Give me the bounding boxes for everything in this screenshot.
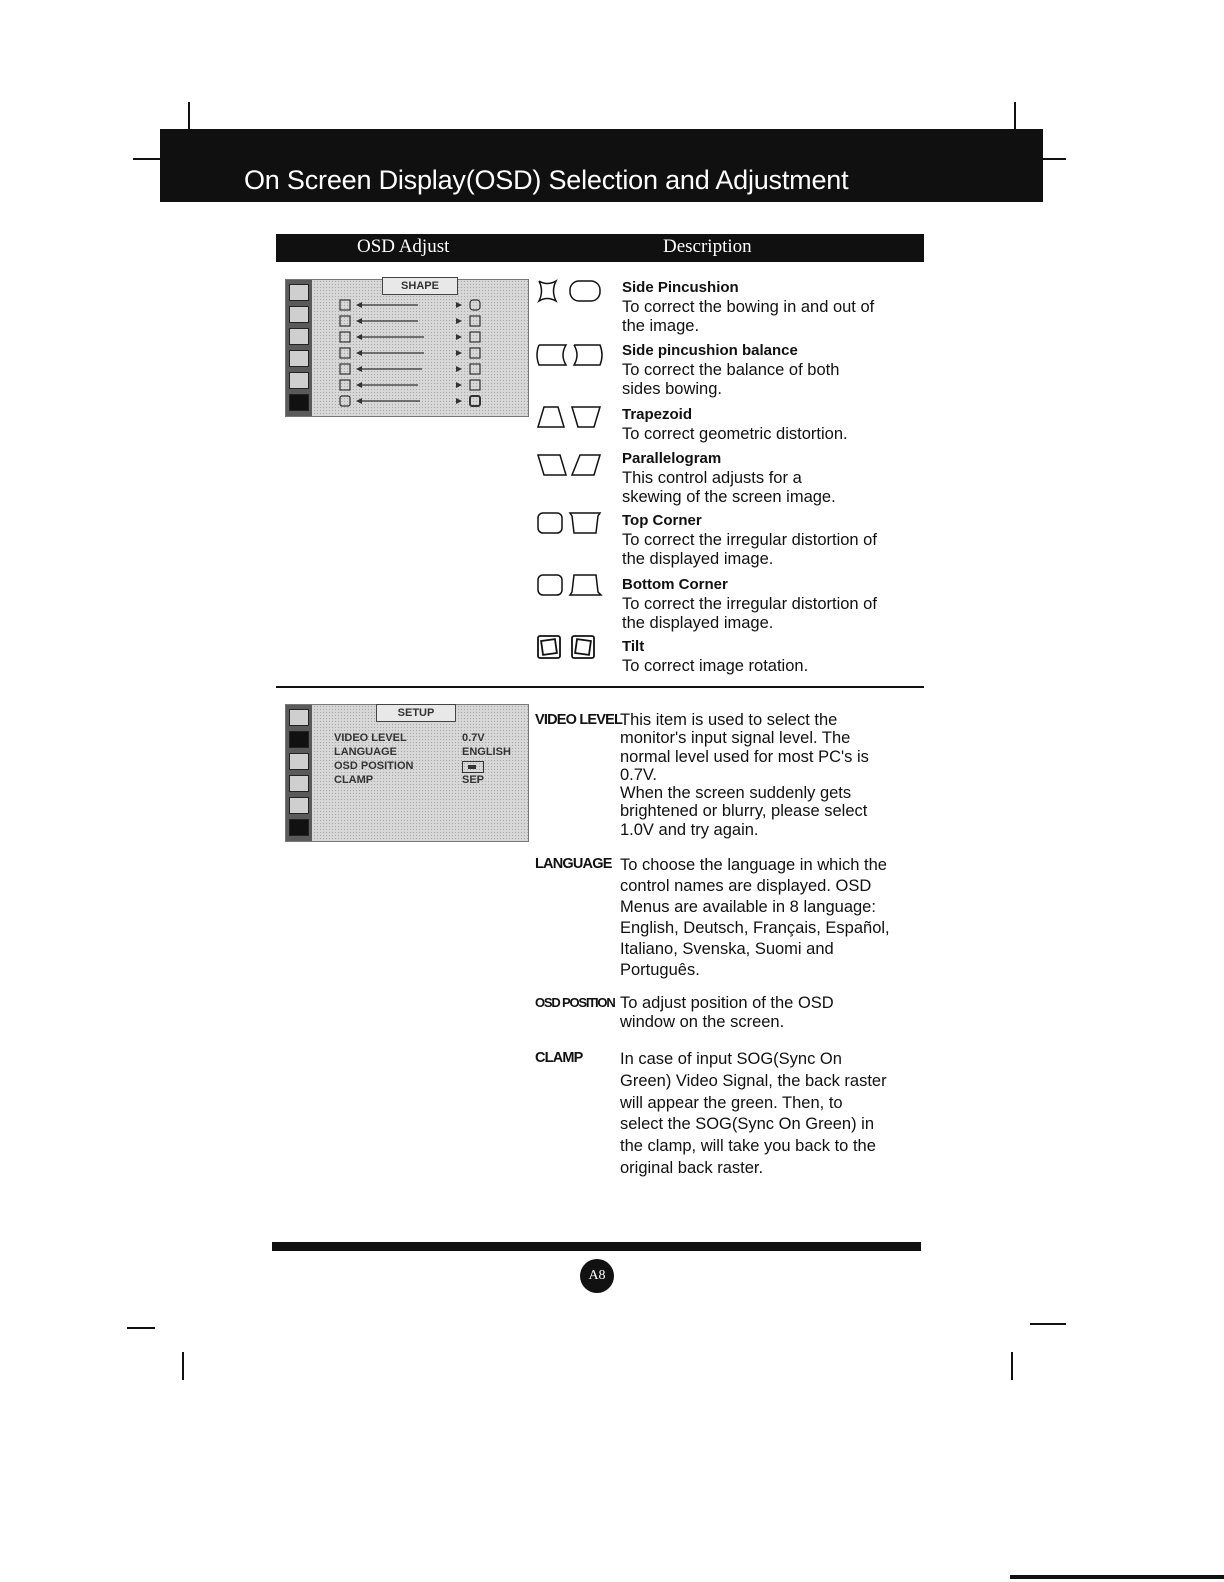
osd-row-label: VIDEO LEVEL — [334, 732, 407, 744]
setup-desc-language: To choose the language in which the control names are displayed. OSD Menus are available in 8 language: English, Deutsch, Français, Español, Italiano, Svenska, Suomi and Português. — [620, 856, 890, 979]
shape-item-side-pincushion — [622, 278, 922, 337]
special-icon — [289, 819, 309, 836]
item-title: Side Pincushion — [622, 279, 739, 296]
item-desc: To correct the irregular distortion of the displayed image. — [622, 594, 877, 632]
column-header-osd-adjust: OSD Adjust — [357, 236, 450, 257]
setup-desc-clamp: In case of input SOG(Sync On Green) Video Signal, the back raster will appear the green. Then, to select the SOG(Sync On Green) in the clamp, will take you back to the original back raster. — [620, 1050, 887, 1177]
shape-item-top-corner — [622, 511, 922, 570]
header-banner — [160, 129, 1043, 202]
trapezoid-icons — [536, 402, 606, 432]
osd-position-box-icon — [462, 761, 484, 773]
crop-mark — [1042, 158, 1066, 160]
setup-icon — [289, 797, 309, 814]
item-title: Top Corner — [622, 512, 702, 529]
crop-mark — [182, 1352, 184, 1380]
osd-row-label: LANGUAGE — [334, 746, 397, 758]
osd-tab-shape: SHAPE — [382, 277, 458, 295]
bottom-corner-icons — [536, 570, 606, 600]
shape-adjust-sliders — [286, 280, 530, 418]
parallelogram-icons — [536, 452, 606, 482]
crop-mark — [188, 102, 190, 130]
shape-item-parallelogram — [622, 449, 922, 508]
item-desc: To correct image rotation. — [622, 656, 809, 675]
scan-edge — [1010, 1575, 1224, 1579]
item-desc: To correct the irregular distortion of the displayed image. — [622, 530, 877, 568]
setup-label-clamp: CLAMP — [535, 1050, 583, 1066]
section-divider — [276, 686, 924, 688]
shape-item-bottom-corner — [622, 575, 922, 634]
crop-mark — [1030, 1323, 1066, 1325]
item-desc: To correct the bowing in and out of the image. — [622, 297, 875, 335]
setup-label-language: LANGUAGE — [535, 856, 612, 872]
item-desc: To correct the balance of both sides bowing. — [622, 360, 840, 398]
setup-desc-video-level: This item is used to select the monitor's input signal level. The normal level used for most PC's is 0.7V. When the screen suddenly gets brightened or blurry, please select 1.0V and try again. — [620, 711, 869, 839]
shape-item-side-pincushion-balance — [622, 341, 922, 400]
crop-mark — [1011, 1352, 1013, 1380]
item-desc: This control adjusts for a skewing of the screen image. — [622, 468, 836, 506]
size-icon — [289, 775, 309, 792]
page-title: On Screen Display(OSD) Selection and Adjustment — [244, 165, 849, 195]
footer-bar — [272, 1242, 921, 1251]
crop-mark — [127, 1327, 155, 1329]
position-icon — [289, 753, 309, 770]
osd-tab-setup: SETUP — [376, 704, 456, 722]
setup-label-video-level: VIDEO LEVEL — [535, 712, 623, 728]
shape-item-tilt — [622, 637, 922, 676]
osd-row-value: SEP — [462, 774, 485, 786]
osd-row-label: OSD POSITION — [334, 760, 414, 772]
item-desc: To correct geometric distortion. — [622, 424, 848, 443]
osd-row-value: 0.7V — [462, 732, 485, 744]
osd-row-label: CLAMP — [334, 774, 374, 786]
crop-mark — [133, 158, 161, 160]
tilt-icons — [536, 633, 606, 663]
brightness-icon — [289, 709, 309, 726]
item-title: Trapezoid — [622, 406, 693, 423]
table-header — [276, 234, 924, 262]
shape-item-trapezoid — [622, 405, 922, 444]
pincushion-balance-icons — [536, 340, 606, 370]
item-title: Side pincushion balance — [622, 342, 798, 359]
setup-osd-screenshot — [285, 704, 529, 842]
item-title: Tilt — [622, 638, 645, 655]
column-header-description: Description — [663, 236, 752, 257]
item-title: Bottom Corner — [622, 576, 728, 593]
page-number-badge: A8 — [580, 1259, 614, 1293]
pincushion-icons — [536, 276, 606, 306]
shape-osd-screenshot — [285, 279, 529, 417]
setup-desc-osd-position: To adjust position of the OSD window on the screen. — [620, 994, 834, 1031]
osd-row-value: ENGLISH — [462, 746, 511, 758]
top-corner-icons — [536, 508, 606, 538]
color-icon — [289, 731, 309, 748]
setup-label-osd-position: OSD POSITION — [535, 995, 615, 1010]
osd-sidebar — [286, 705, 312, 841]
item-title: Parallelogram — [622, 450, 722, 467]
crop-mark — [1014, 102, 1016, 130]
